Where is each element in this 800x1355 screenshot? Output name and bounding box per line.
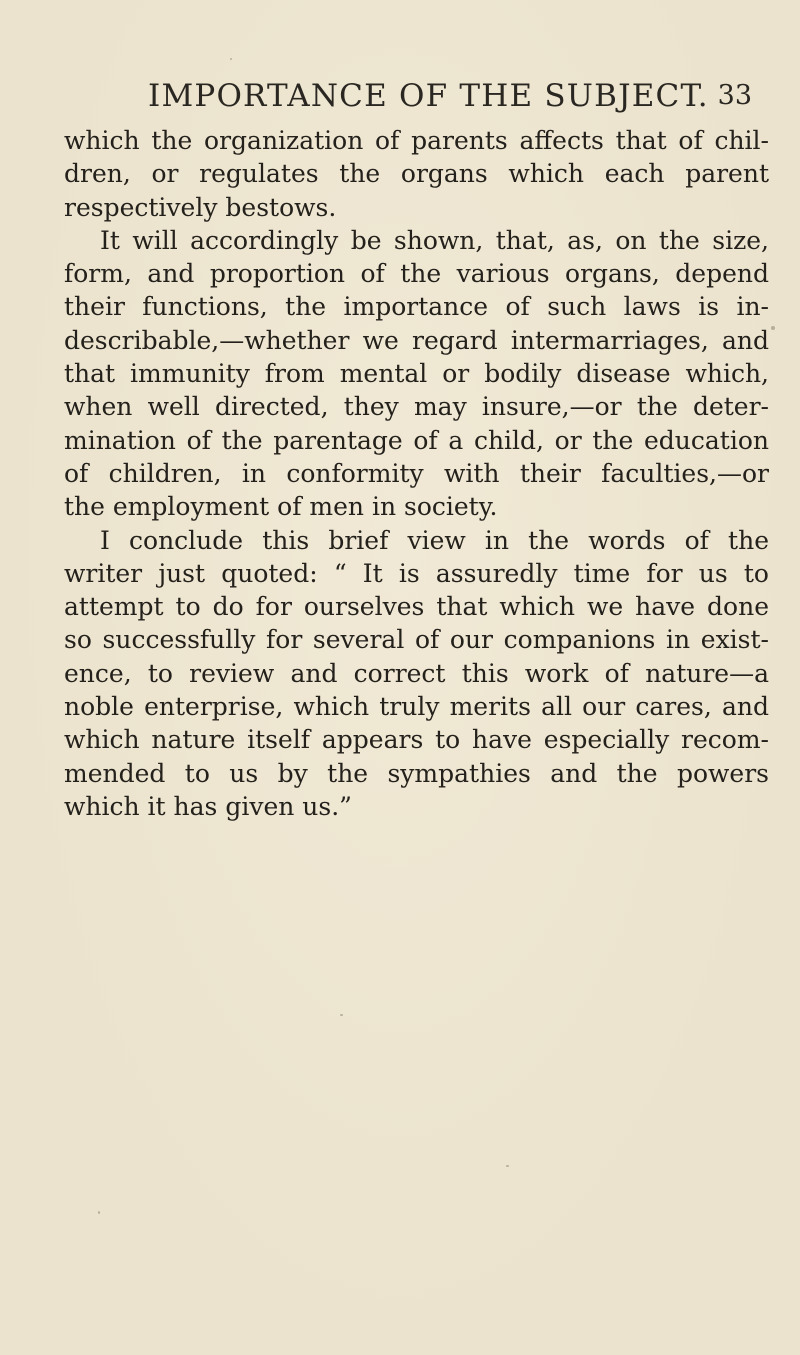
text-line: noble enterprise, which truly merits all our cares, and	[64, 692, 769, 722]
text-line: which the organization of parents affects that of chil-	[64, 126, 769, 155]
text-line: ence, to review and correct this work of nature—a	[64, 658, 769, 688]
text-line: dren, or regulates the organs which each parent	[64, 159, 769, 189]
paper-speck	[506, 1165, 509, 1167]
paper-speck	[230, 58, 232, 60]
text-line: the employment of men in society.	[64, 492, 498, 522]
paper-speck	[771, 326, 775, 330]
paper-speck	[340, 1014, 343, 1016]
running-head	[64, 76, 752, 116]
text-line: which nature itself appears to have especially recom-	[64, 725, 769, 755]
text-line: I conclude this brief view in the words of the	[100, 525, 769, 555]
text-line: so successfully for several of our companions in exist-	[64, 625, 769, 655]
text-line: which it has given us.”	[64, 791, 352, 821]
page-number: 33	[717, 80, 752, 111]
text-line: respectively bestows.	[64, 192, 337, 222]
text-line: of children, in conformity with their faculties,—or	[64, 458, 769, 488]
text-line: attempt to do for ourselves that which we have done	[64, 592, 769, 622]
text-line: mination of the parentage of a child, or the education	[64, 425, 769, 455]
text-line: writer just quoted: “ It is assuredly time for us to	[64, 558, 769, 588]
text-line: their functions, the importance of such laws is in-	[64, 292, 769, 322]
text-line: It will accordingly be shown, that, as, on the size,	[100, 225, 769, 255]
running-title: IMPORTANCE OF THE SUBJECT.	[148, 78, 709, 114]
text-line: describable,—whether we regard intermarriages, and	[64, 325, 769, 355]
text-line: mended to us by the sympathies and the powers	[64, 758, 769, 788]
text-line: that immunity from mental or bodily disease which,	[64, 359, 769, 389]
text-line: form, and proportion of the various organs, depend	[64, 259, 769, 289]
body-text	[64, 124, 769, 823]
text-line: when well directed, they may insure,—or the deter-	[64, 392, 769, 422]
paper-speck	[98, 1211, 100, 1214]
